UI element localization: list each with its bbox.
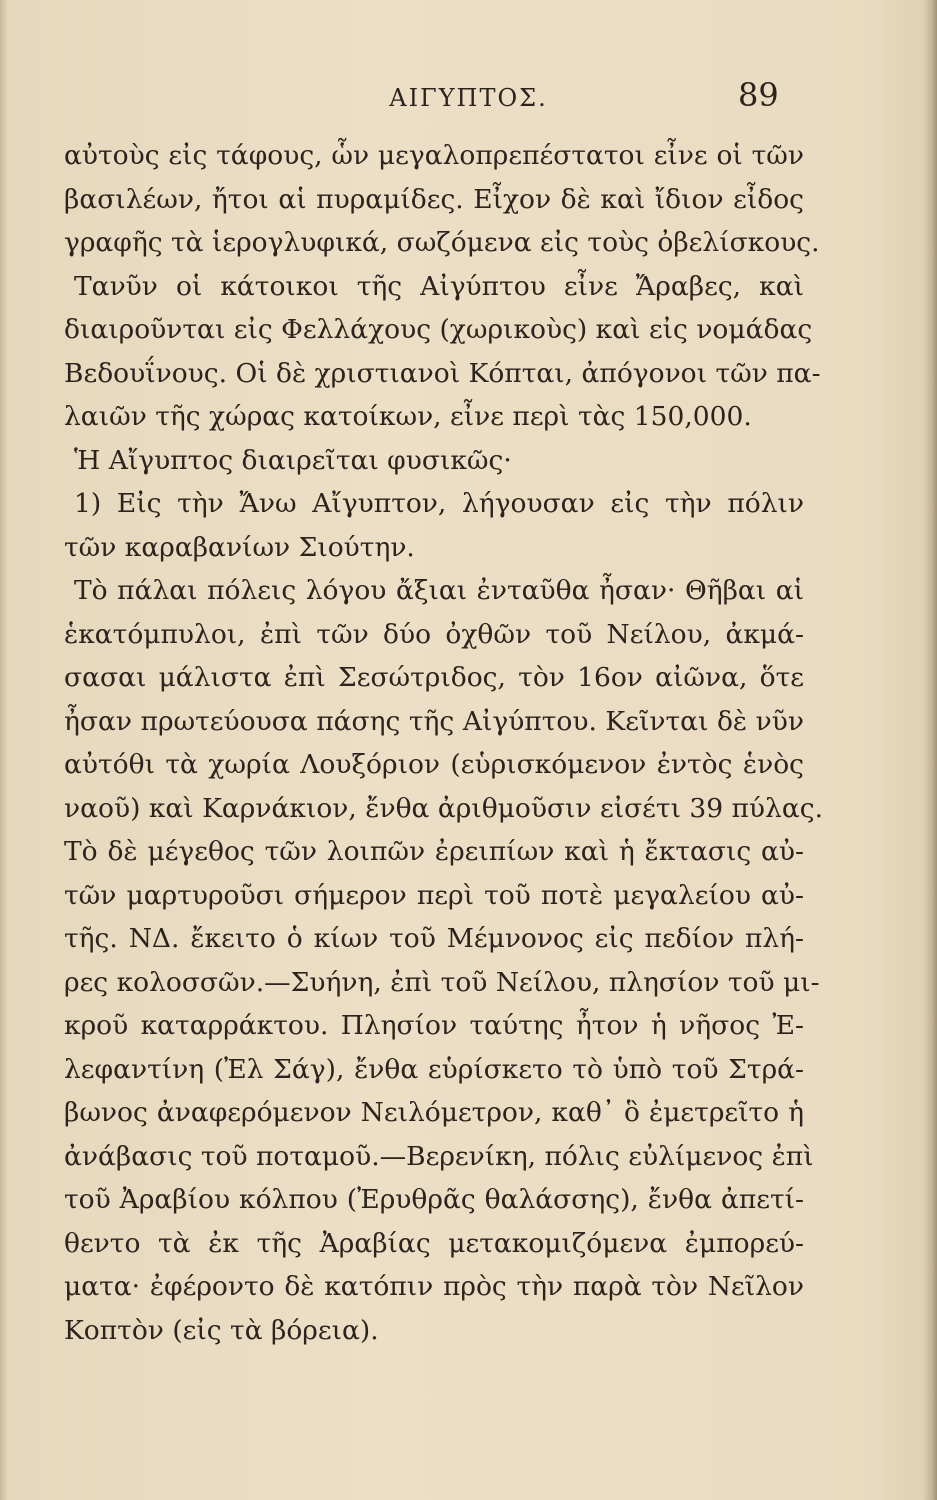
text-line: ρες κολοσσῶν.—Συήνη, ἐπὶ τοῦ Νείλου, πλησίον τοῦ μι- xyxy=(64,966,820,998)
text-line: λεφαντίνη (Ἐλ Σάγ), ἔνθα εὑρίσκετο τὸ ὑπὸ τοῦ Στρά- xyxy=(64,1053,804,1085)
text-line: σασαι μάλιστα ἐπὶ Σεσώτριδος, τὸν 16ον αἰῶνα, ὅτε xyxy=(64,662,804,693)
text-line: τοῦ Ἀραβίου κόλπου (Ἐρυθρᾶς θαλάσσης), ἔνθα ἀπετί- xyxy=(64,1184,804,1215)
text-line: θεντο τὰ ἐκ τῆς Ἀραβίας μετακομιζόμενα ἐμπορεύ- xyxy=(64,1227,804,1259)
text-line: ματα· ἐφέροντο δὲ κατόπιν πρὸς τὴν παρὰ τὸν Νεῖλον xyxy=(64,1271,804,1302)
text-line: τῶν μαρτυροῦσι σήμερον περὶ τοῦ ποτὲ μεγαλείου αὐ- xyxy=(64,879,804,911)
text-line: αὐτοὺς εἰς τάφους, ὧν μεγαλοπρεπέστατοι εἶνε οἱ τῶν xyxy=(64,140,804,171)
page-number: 89 xyxy=(738,76,779,114)
text-line: Τανῦν οἱ κάτοικοι τῆς Αἰγύπτου εἶνε Ἄραβες, καὶ xyxy=(74,270,804,302)
text-line: Βεδουΐνους. Οἱ δὲ χριστιανοὶ Κόπται, ἀπόγονοι τῶν πα- xyxy=(64,357,821,389)
text-line: βασιλέων, ἤτοι αἱ πυραμίδες. Εἶχον δὲ καὶ ἴδιον εἶδος xyxy=(64,183,804,215)
text-line: ἑκατόμπυλοι, ἐπὶ τῶν δύο ὀχθῶν τοῦ Νείλου, ἀκμά- xyxy=(64,618,804,650)
text-line: Τὸ πάλαι πόλεις λόγου ἄξιαι ἐνταῦθα ἦσαν· Θῆβαι αἱ xyxy=(74,575,804,606)
text-line: διαιροῦνται εἰς Φελλάχους (χωρικοὺς) καὶ εἰς νομάδας xyxy=(64,314,813,345)
running-title: ΑΙΓΥΠΤΟΣ. xyxy=(389,84,548,112)
body-text xyxy=(64,134,824,1352)
page-edge-left xyxy=(0,0,8,1500)
text-line: βωνος ἀναφερόμενον Νειλόμετρον, καθ᾿ ὃ ἐμετρεῖτο ἡ xyxy=(64,1097,804,1128)
page-edge-right xyxy=(923,0,937,1500)
text-line: ἦσαν πρωτεύουσα πάσης τῆς Αἰγύπτου. Κεῖνται δὲ νῦν xyxy=(64,705,804,737)
text-line: αὐτόθι τὰ χωρία Λουξόριον (εὑρισκόμενον ἐντὸς ἑνὸς xyxy=(64,749,804,780)
text-line: ἀνάβασις τοῦ ποταμοῦ.—Βερενίκη, πόλις εὐλίμενος ἐπὶ xyxy=(64,1140,814,1172)
text-line: λαιῶν τῆς χώρας κατοίκων, εἶνε περὶ τὰς 150,000. xyxy=(64,401,752,432)
text-line: 1) Εἰς τὴν Ἄνω Αἴγυπτον, λήγουσαν εἰς τὴν πόλιν xyxy=(74,488,804,519)
text-line: τῶν καραβανίων Σιούτην. xyxy=(64,531,415,563)
text-line: γραφῆς τὰ ἱερογλυφικά, σωζόμενα εἰς τοὺς ὀβελίσκους. xyxy=(64,227,820,258)
text-line: τῆς. ΝΔ. ἔκειτο ὁ κίων τοῦ Μέμνονος εἰς πεδίον πλή- xyxy=(64,923,804,954)
text-line: Κοπτὸν (εἰς τὰ βόρεια). xyxy=(64,1314,379,1346)
text-line: Τὸ δὲ μέγεθος τῶν λοιπῶν ἐρειπίων καὶ ἡ ἔκτασις αὐ- xyxy=(64,836,804,867)
text-line: Ἡ Αἴγυπτος διαιρεῖται φυσικῶς· xyxy=(74,444,512,476)
text-line: ναοῦ) καὶ Καρνάκιον, ἔνθα ἀριθμοῦσιν εἰσέτι 39 πύλας. xyxy=(64,792,824,824)
text-line: κροῦ καταρράκτου. Πλησίον ταύτης ἦτον ἡ νῆσος Ἐ- xyxy=(64,1010,804,1041)
